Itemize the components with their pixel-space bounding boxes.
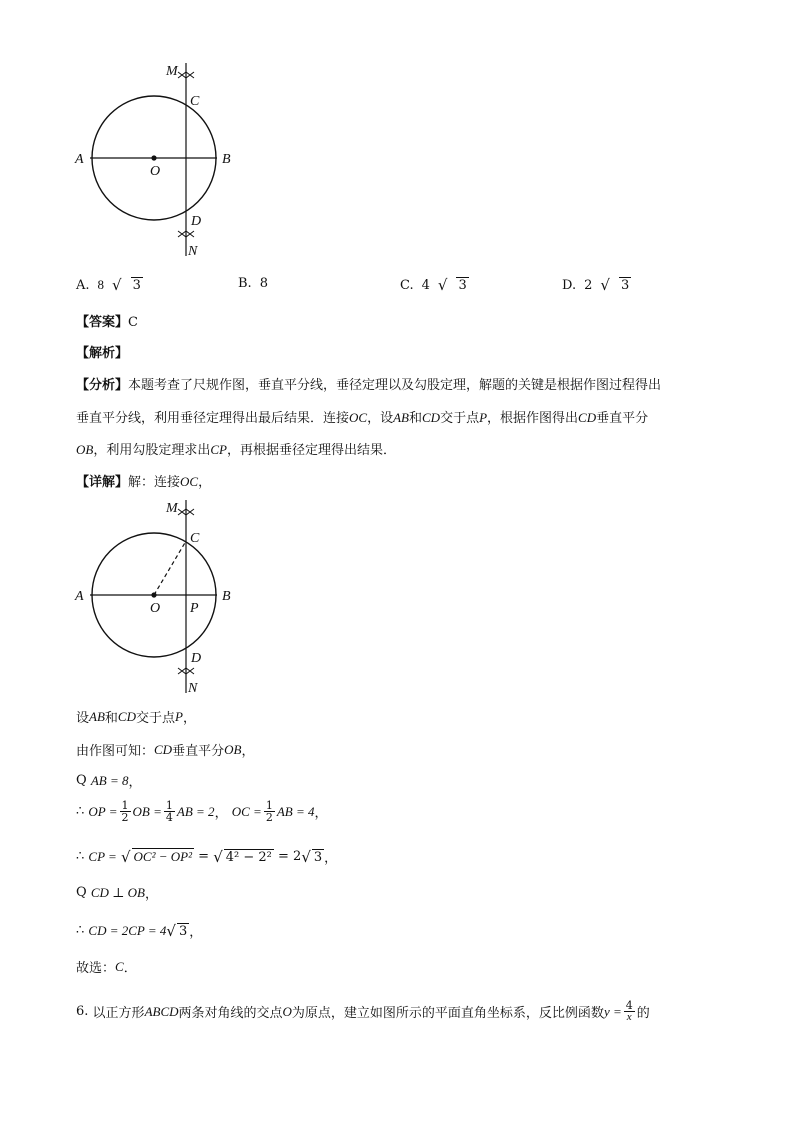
answer-line: 【答案】C (76, 315, 138, 330)
label-n: N (188, 244, 198, 259)
analysis-tag: 【解析】 (76, 346, 129, 361)
step-7: ∴ CD = 2CP = 4 √ 3 ， (76, 921, 203, 940)
label-c: C (190, 94, 200, 109)
fenxi-line-1: 【分析】本题考查了尺规作图，垂直平分线，垂径定理以及勾股定理，解题的关键是根据作图过程得出 (76, 378, 662, 393)
option-c: C. 4 √ 3 (400, 276, 467, 294)
label-p: P (190, 601, 199, 616)
option-a: A. 8 √ 3 (76, 276, 141, 294)
label-d: D (191, 214, 202, 229)
step-5: ∴ CP = √ OC² − OP² = √ 4² − 2² = 2 √ 3 ， (76, 847, 338, 866)
figure-2-circle-with-oc (60, 495, 250, 700)
fenxi-line-3: OB，利用勾股定理求出CP，再根据垂径定理得出结果． (76, 442, 396, 458)
label-a: A (75, 152, 84, 167)
fenxi-line-2: 垂直平分线，利用垂径定理得出最后结果．连接OC，设AB和CD交于点P，根据作图得出CD垂直平分 (76, 410, 649, 426)
step-1: 设 AB 和 CD 交于点 P ， (76, 708, 196, 726)
label-b-2: B (222, 589, 231, 604)
segment-oc-dashed (154, 541, 186, 595)
label-n-2: N (188, 681, 198, 696)
xiangjie-line: 【详解】解：连接OC， (76, 474, 212, 490)
question-6: 6. 以正方形 ABCD 两条对角线的交点 O 为原点，建立如图所示的平面直角坐标系，反比例函数 y = $\frac{4}{x}$ 的 (76, 999, 650, 1023)
figure-1-circle-construction (60, 58, 250, 263)
step-3: Q AB = 8 ， (76, 772, 142, 790)
center-dot-2 (151, 592, 156, 597)
step-2: 由作图可知： CD 垂直平分 OB ， (76, 741, 255, 759)
step-8: 故选： C ． (76, 958, 137, 976)
center-dot (151, 155, 156, 160)
label-m: M (166, 64, 178, 79)
step-6: Q CD ⊥ OB ， (76, 884, 158, 902)
label-b: B (222, 152, 231, 167)
label-c-2: C (190, 531, 200, 546)
option-d: D. 2 √ 3 (562, 276, 630, 294)
label-d-2: D (191, 651, 202, 666)
label-o: O (150, 164, 161, 179)
option-b: B. 8 (238, 276, 268, 291)
label-o-2: O (150, 601, 161, 616)
label-a-2: A (75, 589, 84, 604)
step-4: ∴ OP = $\frac{1}{2}$ OB = $\frac{1}{4}$ AB = 2 ， OC = $\frac{1}{2}$ AB = 4 ， (76, 799, 328, 824)
label-m-2: M (166, 501, 178, 516)
